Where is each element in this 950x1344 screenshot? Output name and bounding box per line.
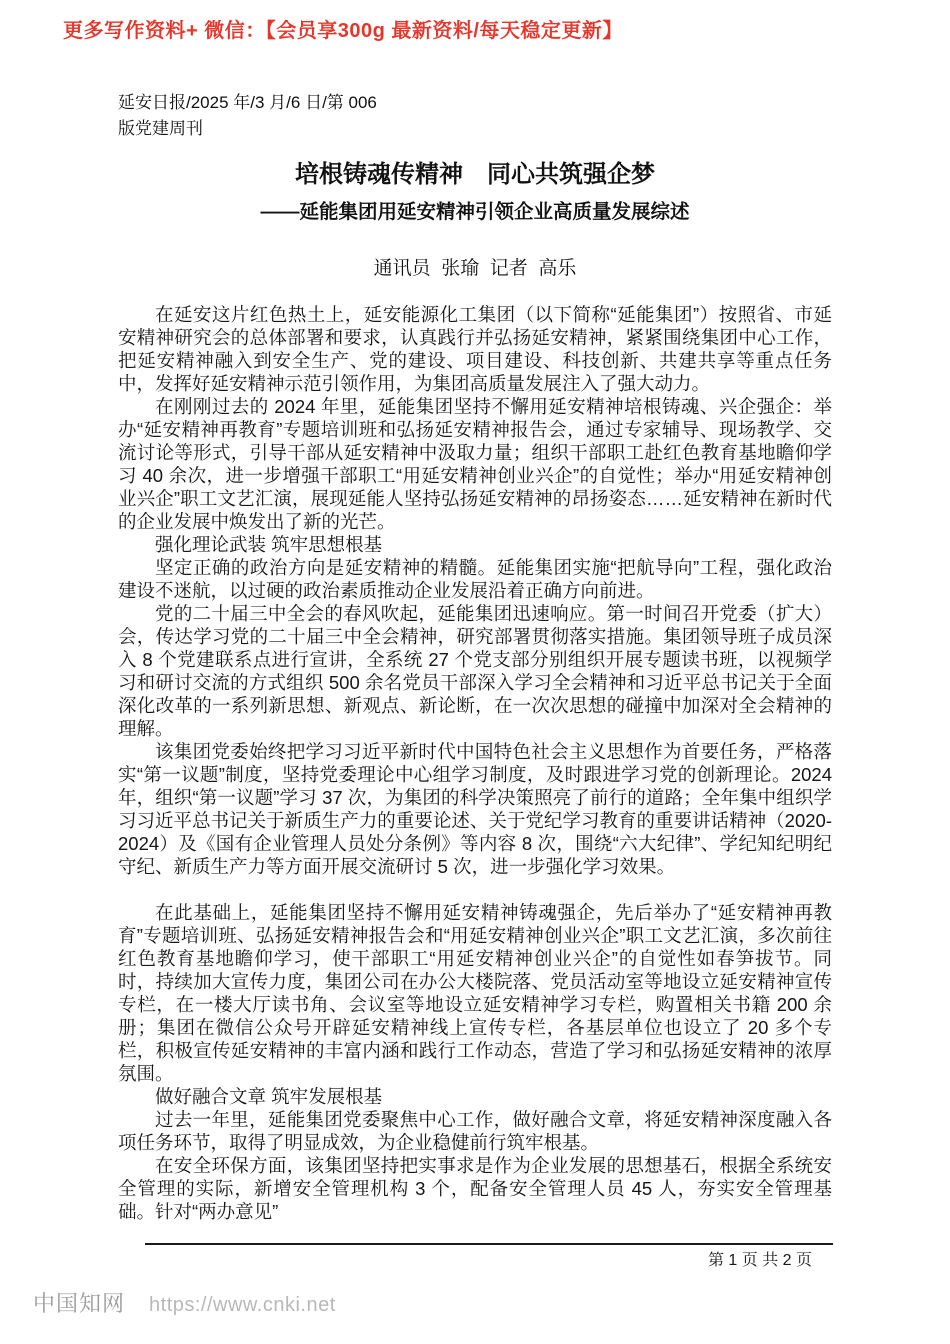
article-subtitle: ——延能集团用延安精神引领企业高质量发展综述 xyxy=(260,201,690,223)
source-citation-line-2: 版党建周刊 xyxy=(118,119,203,138)
article-content xyxy=(118,90,838,1270)
cnki-watermark xyxy=(33,1287,336,1318)
article-byline: 通讯员 张瑜 记者 高乐 xyxy=(373,258,577,279)
section-heading: 强化理论武装 筑牢思想根基 xyxy=(155,534,383,555)
article-body xyxy=(118,303,838,1223)
page-number: 第 1 页 共 2 页 xyxy=(707,1252,812,1269)
article-title: 培根铸魂传精神 同心共筑强企梦 xyxy=(295,161,655,188)
paragraph: 在安全环保方面，该集团坚持把实事求是作为企业发展的思想基石，根据全系统安全管理的实际，新增安全管理机构 3 个，配备安全管理人员 45 人，夯实安全管理基础。针对“两办意见” xyxy=(118,1155,832,1222)
promo-banner-text: 更多写作资料+ 微信：【会员享300g 最新资料/每天稳定更新】 xyxy=(63,20,623,42)
section-heading: 做好融合文章 筑牢发展根基 xyxy=(155,1086,383,1107)
paragraph: 过去一年里，延能集团党委聚焦中心工作，做好融合文章，将延安精神深度融入各项任务环节，取得了明显成效，为企业稳健前行筑牢根基。 xyxy=(118,1109,832,1153)
paragraph: 在此基础上，延能集团坚持不懈用延安精神铸魂强企，先后举办了“延安精神再教育”专题培训班、弘扬延安精神报告会和“用延安精神创业兴企”职工文艺汇演，多次前往红色教育基地瞻仰学习，使干部职工“用延安精神创业兴企”的自觉性如春笋拔节。同时，持续加大宣传力度，集团公司在办公大楼院落、党员活动室等地设立延安精神宣传专栏，在一楼大厅读书角、会议室等地设立延安精神学习专栏，购置相关书籍 200 余册；集团在微信公众号开辟延安精神线上宣传专栏，各基层单位也设立了 20 多个专栏，积极宣传延安精神的丰富内涵和践行工作动态，营造了学习和弘扬延安精神的浓厚氛围。 xyxy=(118,902,832,1084)
paragraph: 坚定正确的政治方向是延安精神的精髓。延能集团实施“把航导向”工程，强化政治建设不迷航，以过硬的政治素质推动企业发展沿着正确方向前进。 xyxy=(118,557,832,601)
source-citation-line-1: 延安日报/2025 年/3 月/6 日/第 006 xyxy=(118,93,377,112)
cnki-logo-text: 中国知网 xyxy=(33,1291,126,1316)
footer-divider xyxy=(145,1243,833,1245)
paragraph: 党的二十届三中全会的春风吹起，延能集团迅速响应。第一时间召开党委（扩大）会，传达学习党的二十届三中全会精神，研究部署贯彻落实措施。集团领导班子成员深入 8 个党建联系点进行宣讲，全系统 27 个党支部分别组织开展专题读书班，以视频学习和研讨交流的方式组织 500 余名党员干部深入学习全会精神和习近平总书记关于全面深化改革的一系列新思想、新观点、新论断，在一次次思想的碰撞中加深对全会精神的理解。 xyxy=(118,603,832,739)
paragraph: 在延安这片红色热土上，延安能源化工集团（以下简称“延能集团”）按照省、市延安精神研究会的总体部署和要求，认真践行并弘扬延安精神，紧紧围绕集团中心工作，把延安精神融入到安全生产、党的建设、项目建设、科技创新、共建共享等重点任务中，发挥好延安精神示范引领作用，为集团高质量发展注入了强大动力。 xyxy=(118,304,832,394)
paragraph: 该集团党委始终把学习习近平新时代中国特色社会主义思想作为首要任务，严格落实“第一议题”制度，坚持党委理论中心组学习制度，及时跟进学习党的创新理论。2024 年，组织“第一议题”学习 37 次，为集团的科学决策照亮了前行的道路；全年集中组织学习习近平总书记关于新质生产力的重要论述、关于党纪学习教育的重要讲话精神（2020-2024）及《国有企业管理人员处分条例》等内容 8 次，围绕“六大纪律”、学纪知纪明纪守纪、新质生产力等方面开展交流研讨 5 次，进一步强化学习效果。 xyxy=(118,741,838,877)
paragraph: 在刚刚过去的 2024 年里，延能集团坚持不懈用延安精神培根铸魂、兴企强企：举办“延安精神再教育”专题培训班和弘扬延安精神报告会，通过专家辅导、现场教学、交流讨论等形式，引导干部从延安精神中汲取力量；组织干部职工赴红色教育基地瞻仰学习 40 余次，进一步增强干部职工“用延安精神创业兴企”的自觉性；举办“用延安精神创业兴企”职工文艺汇演，展现延能人坚持弘扬延安精神的昂扬姿态……延安精神在新时代的企业发展中焕发出了新的光芒。 xyxy=(118,396,832,532)
cnki-url: https://www.cnki.net xyxy=(149,1294,336,1316)
